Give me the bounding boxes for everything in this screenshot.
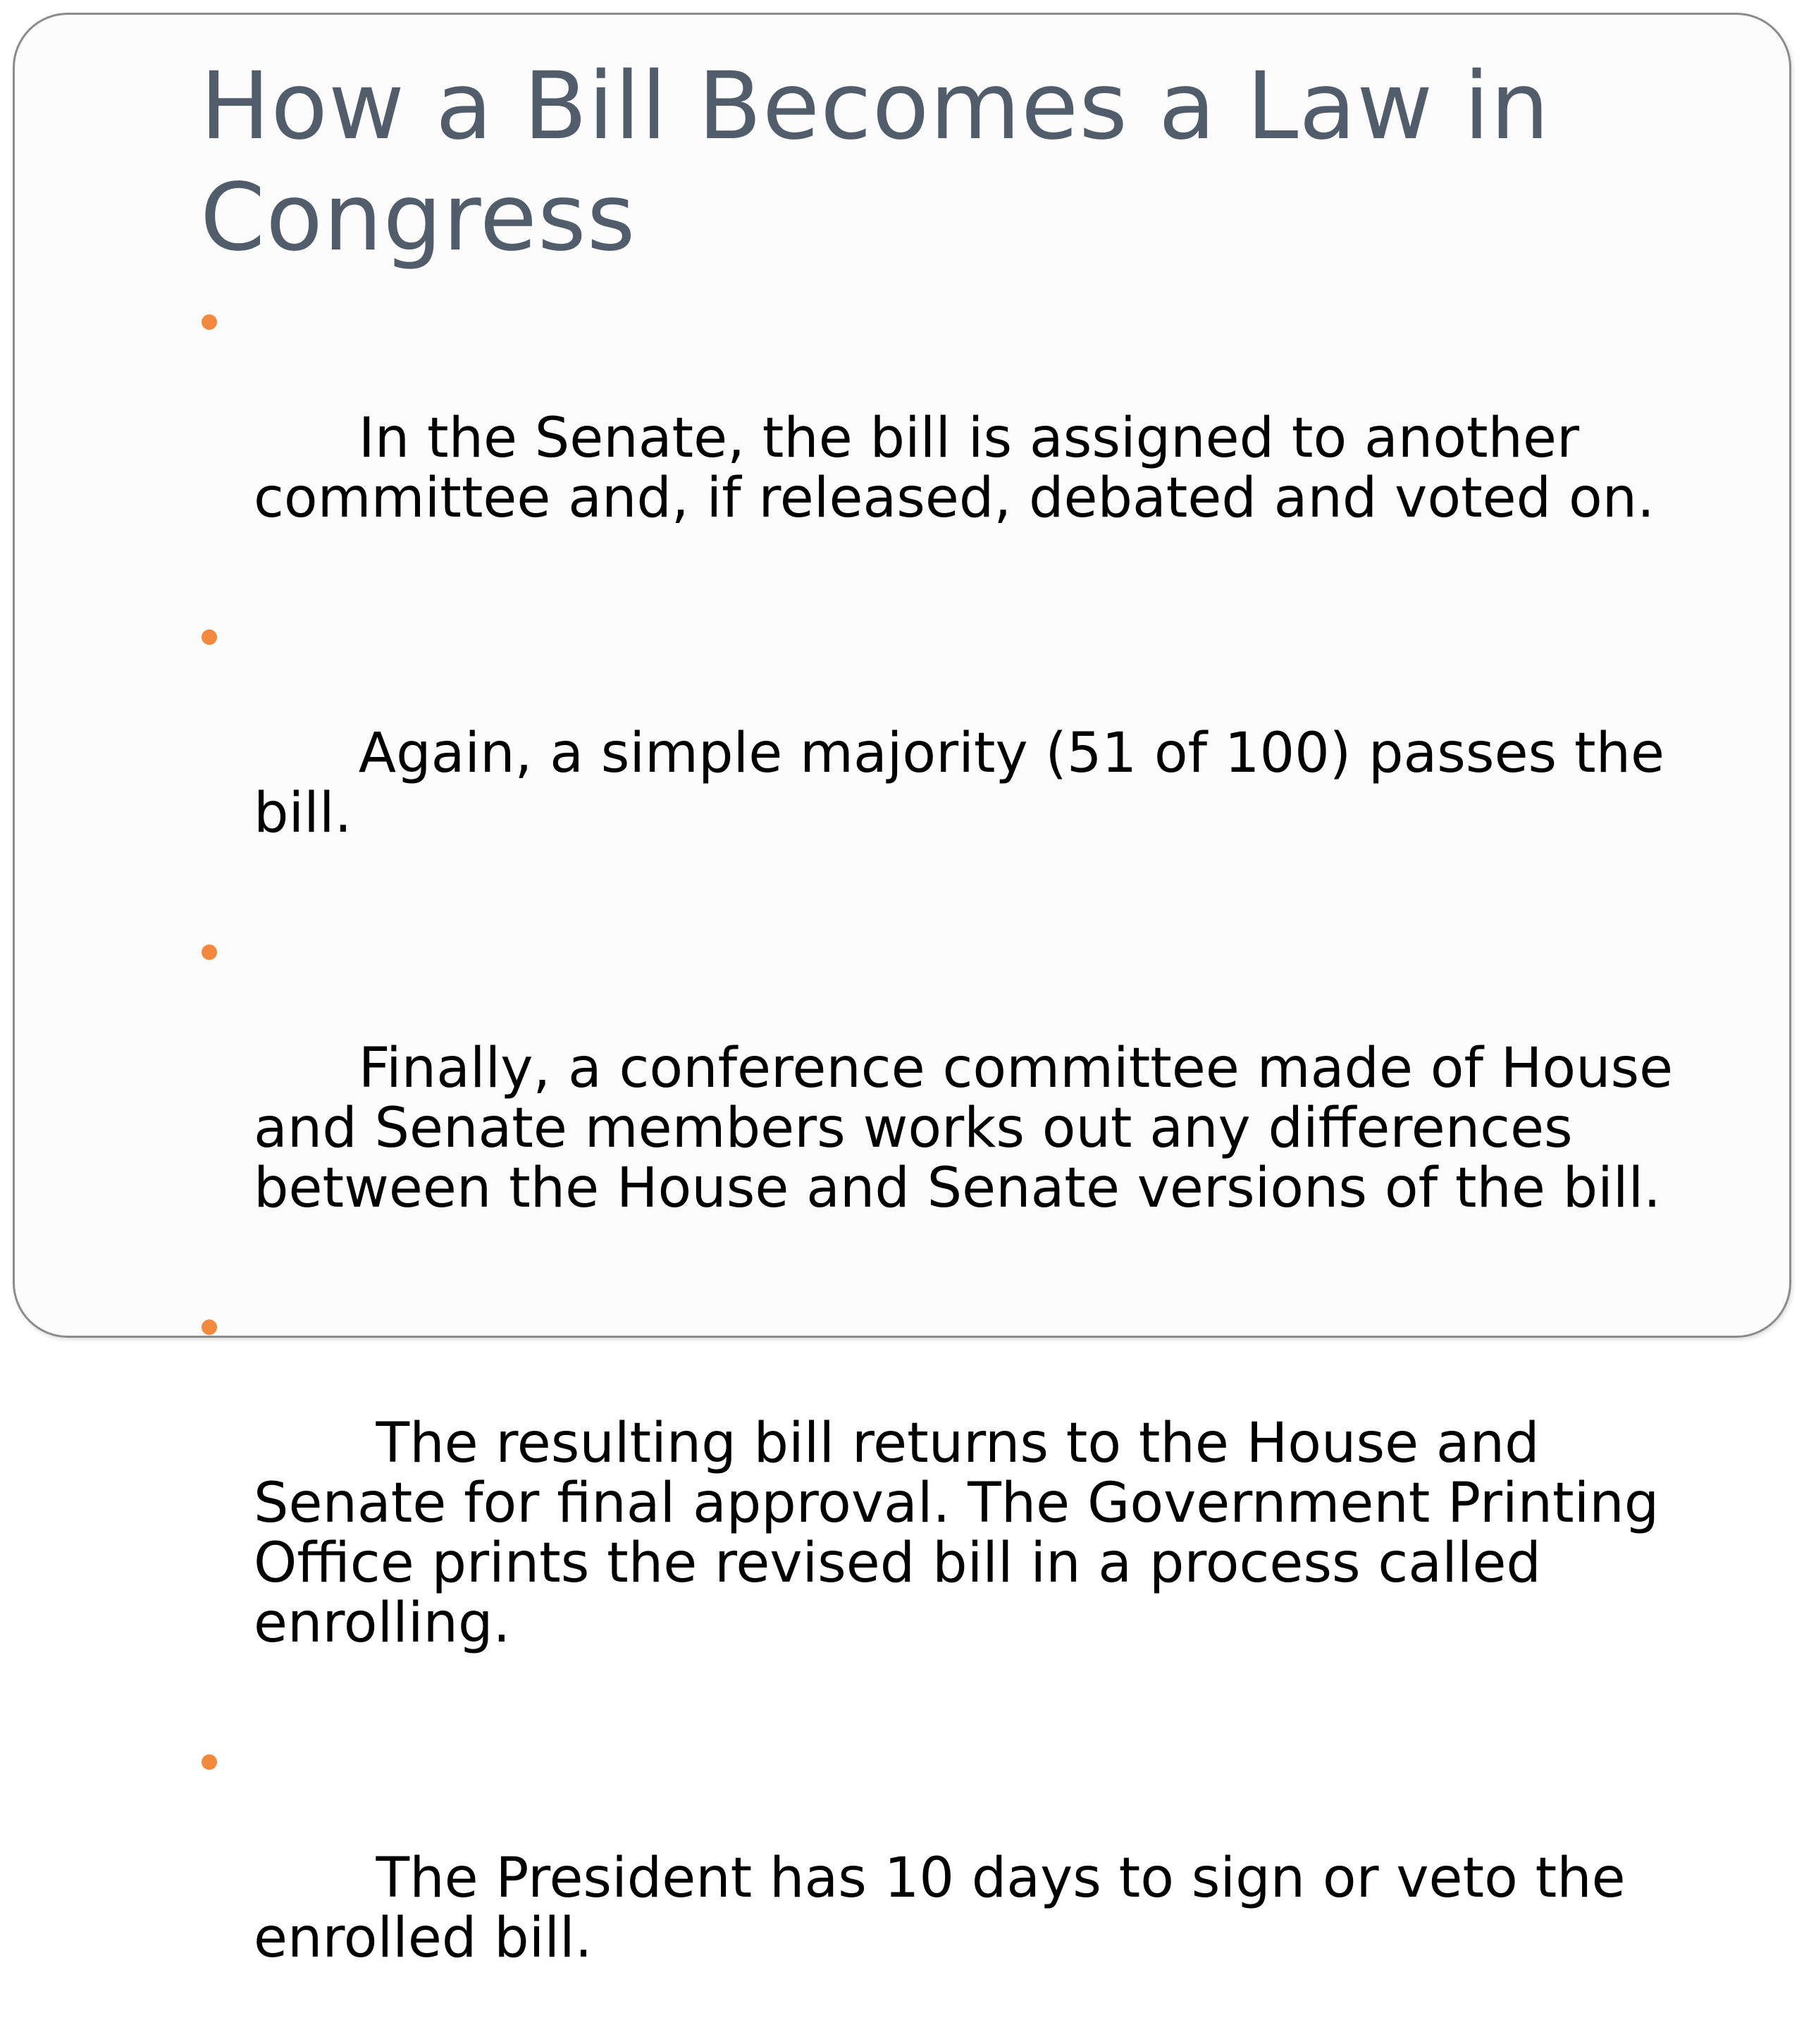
bullet-text: Finally, a conference committee made of House and Senate members works out any differences between the House and Senate versions of the bill. — [254, 1037, 1691, 1220]
bullet-dot-icon — [202, 629, 217, 645]
bullet-item — [200, 1729, 1715, 2028]
bullet-dot-icon — [202, 944, 217, 960]
bullet-text: The resulting bill returns to the House and Senate for final approval. The Government Printing Office prints the revised bill in a process called enrolling. — [254, 1412, 1677, 1655]
bullet-item — [200, 1294, 1715, 1713]
bullet-text: The President has 10 days to sign or veto the enrolled bill. — [254, 1847, 1643, 1970]
slide-title: How a Bill Becomes a Law in Congress — [200, 52, 1550, 272]
bullet-dot-icon — [202, 1319, 217, 1335]
bullet-item — [200, 919, 1715, 1279]
bullet-dot-icon — [202, 314, 217, 330]
bullet-list — [200, 289, 1715, 2044]
bullet-text: In the Senate, the bill is assigned to another committee and, if released, debated and voted on. — [254, 407, 1655, 530]
bullet-item — [200, 604, 1715, 904]
bullet-dot-icon — [202, 1754, 217, 1770]
bullet-item — [200, 289, 1715, 589]
bullet-text: Again, a simple majority (51 of 100) passes the bill. — [254, 722, 1682, 845]
